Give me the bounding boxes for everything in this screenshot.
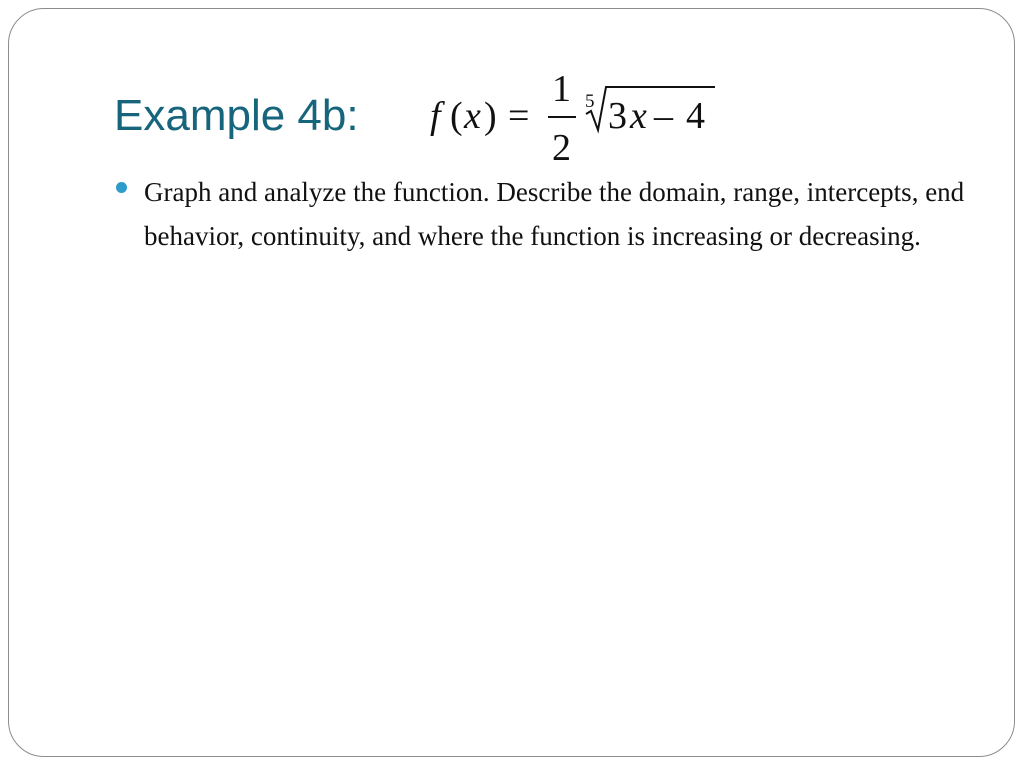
slide-title: Example 4b: (114, 91, 359, 140)
formula-svg (428, 66, 728, 166)
radicand-constant: 4 (686, 95, 705, 137)
function-formula (428, 66, 728, 166)
formula-open-paren: ( (450, 95, 463, 137)
radicand-minus: – (654, 95, 673, 137)
formula-close-paren: ) (484, 95, 497, 137)
formula-function-name: f (430, 95, 441, 137)
formula-numerator: 1 (552, 68, 571, 110)
formula-variable: x (464, 95, 481, 137)
formula-denominator: 2 (552, 127, 571, 166)
root-index: 5 (585, 91, 595, 112)
bullet-text: Graph and analyze the function. Describe the domain, range, intercepts, end behavior, continuity, and where the function is increasing or decreasing. (144, 177, 965, 251)
bullet-dot-icon (116, 182, 127, 193)
radicand-coefficient: 3 (608, 95, 627, 137)
formula-equals: = (508, 95, 530, 137)
radicand-variable: x (630, 95, 647, 137)
